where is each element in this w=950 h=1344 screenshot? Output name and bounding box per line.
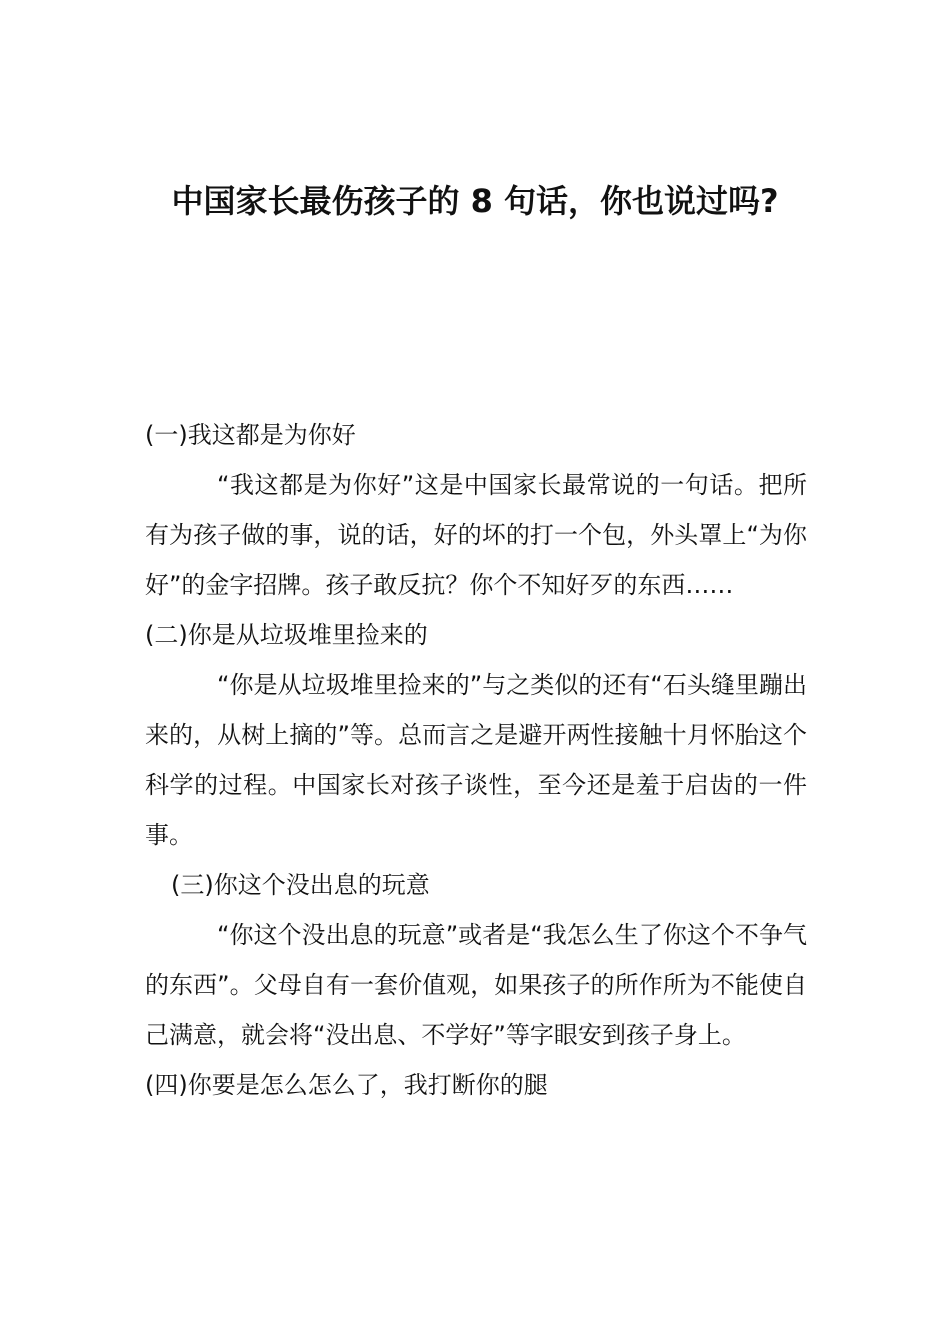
section-paragraph: “我这都是为你好”这是中国家长最常说的一句话。把所有为孩子做的事，说的话，好的坏的打一个包，外头罩上“为你好”的金字招牌。孩子敢反抗？你个不知好歹的东西…… <box>145 471 807 599</box>
section-heading: (二)你是从垃圾堆里捡来的 <box>145 621 428 649</box>
section-3 <box>145 860 807 1060</box>
section-heading: (三)你这个没出息的玩意 <box>171 871 430 899</box>
section-4 <box>145 1060 807 1110</box>
section-paragraph: “你这个没出息的玩意”或者是“我怎么生了你这个不争气的东西”。父母自有一套价值观，如果孩子的所作所为不能使自己满意，就会将“没出息、不学好”等字眼安到孩子身上。 <box>145 921 807 1049</box>
document-body <box>145 410 807 1110</box>
section-2 <box>145 610 807 860</box>
section-1 <box>145 410 807 610</box>
section-heading: (一)我这都是为你好 <box>145 421 356 449</box>
section-heading: (四)你要是怎么怎么了，我打断你的腿 <box>145 1071 548 1099</box>
document-title: 中国家长最伤孩子的 8 句话，你也说过吗? <box>171 182 779 221</box>
section-paragraph: “你是从垃圾堆里捡来的”与之类似的还有“石头缝里蹦出来的，从树上摘的”等。总而言之是避开两性接触十月怀胎这个科学的过程。中国家长对孩子谈性，至今还是羞于启齿的一件事。 <box>145 671 807 849</box>
